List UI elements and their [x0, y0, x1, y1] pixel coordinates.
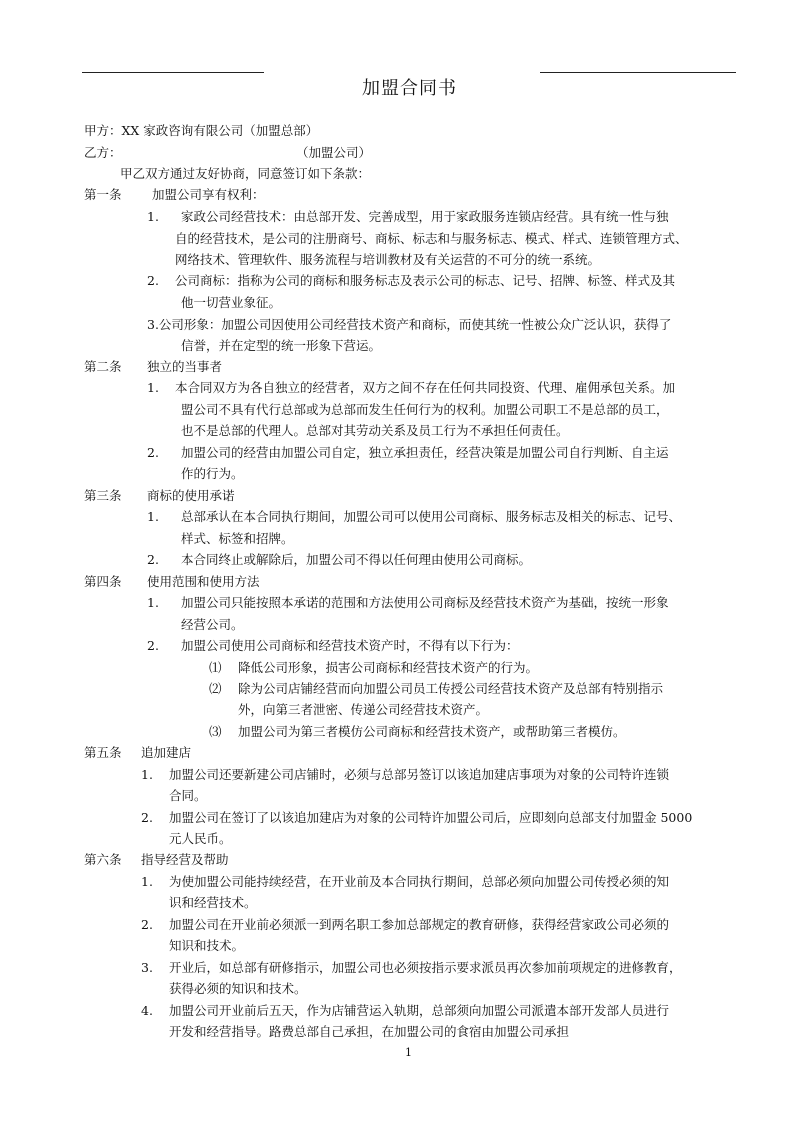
party-a: 甲方：XX 家政咨询有限公司（加盟总部）: [84, 123, 319, 138]
article-1-item-1-line: 自的经营技术，是公司的注册商号、商标、标志和与服务标志、模式、样式、连锁管理方式、: [175, 231, 688, 246]
article-6-item-4-line: 加盟公司开业前后五天，作为店铺营运入轨期，总部须向加盟公司派遣本部开发部人员进行: [169, 1003, 670, 1018]
article-3-item-2-line: 本合同终止或解除后，加盟公司不得以任何理由使用公司商标。: [181, 552, 532, 567]
header-rule-right: [540, 72, 736, 73]
article-4-sub-2-line: 外，向第三者泄密、传递公司经营技术资产。: [238, 702, 489, 717]
page-number: 1: [405, 1046, 412, 1059]
article-3-item-2-number: 2.: [147, 552, 159, 567]
article-6-item-3-line: 开业后，如总部有研修指示，加盟公司也必须按指示要求派员再次参加前项规定的进修教育，: [169, 960, 682, 975]
article-2-item-1-line: 也不是总部的代理人。总部对其劳动关系及员工行为不承担任何责任。: [181, 423, 569, 438]
header-rule-left: [82, 72, 264, 73]
article-3-item-1-line: 样式、标签和招牌。: [181, 531, 294, 546]
article-5-item-1-number: 1.: [141, 767, 153, 782]
article-6-heading: 指导经营及帮助: [141, 852, 229, 867]
article-6-item-2-line: 加盟公司在开业前必须派一到两名职工参加总部规定的教育研修，获得经营家政公司必须的: [169, 917, 670, 932]
article-2-heading: 独立的当事者: [147, 359, 223, 374]
article-4-item-2-line: 加盟公司使用公司商标和经营技术资产时，不得有以下行为：: [181, 638, 519, 653]
article-6-item-1-line: 识和经营技术。: [169, 895, 257, 910]
party-b-label: 乙方：: [84, 145, 122, 160]
article-2-item-2-line: 作的行为。: [181, 466, 244, 481]
article-2-item-1-line: 盟公司不具有代行总部或为总部而发生任何行为的权利。加盟公司职工不是总部的员工，: [181, 402, 669, 417]
article-1-item-3-line: 3.公司形象：加盟公司因使用公司经营技术资产和商标，而使其统一性被公众广泛认识，获得了: [147, 317, 672, 332]
article-1-heading: 加盟公司享有权利：: [152, 187, 265, 202]
intro-text: 甲乙双方通过友好协商，同意签订如下条款：: [120, 166, 371, 181]
article-5-heading: 追加建店: [141, 745, 192, 760]
article-1-item-2-line: 公司商标：指称为公司的商标和服务标志及表示公司的标志、记号、招牌、标签、样式及其: [175, 273, 676, 288]
article-2-item-2-number: 2.: [147, 445, 159, 460]
article-3-item-1-line: 总部承认在本合同执行期间，加盟公司可以使用公司商标、服务标志及相关的标志、记号、: [181, 509, 682, 524]
article-2-item-1-number: 1.: [147, 380, 159, 395]
article-4-item-1-line: 经营公司。: [181, 617, 244, 632]
article-4-number: 第四条: [84, 574, 122, 589]
article-1-number: 第一条: [84, 187, 122, 202]
article-1-item-1-line: 家政公司经营技术：由总部开发、完善成型，用于家政服务连锁店经营。具有统一性与独: [181, 209, 669, 224]
article-4-sub-2-number: ⑵: [209, 681, 222, 696]
article-2-item-2-line: 加盟公司的经营由加盟公司自定，独立承担责任，经营决策是加盟公司自行判断、自主运: [181, 445, 669, 460]
article-1-item-2-number: 2.: [147, 273, 159, 288]
article-6-item-1-line: 为使加盟公司能持续经营，在开业前及本合同执行期间，总部必须向加盟公司传授必须的知: [169, 874, 670, 889]
article-5-number: 第五条: [84, 745, 122, 760]
article-5-item-1-line: 合同。: [169, 788, 207, 803]
article-6-item-3-line: 获得必须的知识和技术。: [169, 981, 307, 996]
article-4-sub-1-number: ⑴: [209, 660, 222, 675]
article-5-item-2-line: 加盟公司在签订了以该追加建店为对象的公司特许加盟公司后，应即刻向总部支付加盟金 5000: [169, 810, 693, 825]
article-4-item-1-line: 加盟公司只能按照本承诺的范围和方法使用公司商标及经营技术资产为基础，按统一形象: [181, 595, 669, 610]
article-3-heading: 商标的使用承诺: [147, 488, 235, 503]
article-5-item-2-line: 元人民币。: [169, 831, 232, 846]
article-1-item-1-number: 1.: [147, 209, 159, 224]
article-1-item-1-line: 网络技术、管理软件、服务流程与培训教材及有关运营的不可分的统一系统。: [175, 252, 601, 267]
article-1-item-2-line: 他一切营业象征。: [181, 295, 282, 310]
article-4-item-2-number: 2.: [147, 638, 159, 653]
article-6-item-2-line: 知识和技术。: [169, 938, 245, 953]
document-title: 加盟合同书: [362, 78, 457, 99]
article-5-item-2-number: 2.: [141, 810, 153, 825]
article-2-number: 第二条: [84, 359, 122, 374]
article-1-item-3-line: 信誉，并在定型的统一形象下营运。: [181, 338, 382, 353]
article-4-sub-1-line: 降低公司形象，损害公司商标和经营技术资产的行为。: [238, 660, 539, 675]
article-6-item-4-line: 开发和经营指导。路费总部自己承担，在加盟公司的食宿由加盟公司承担: [169, 1024, 570, 1039]
article-6-item-2-number: 2.: [141, 917, 153, 932]
article-6-item-1-number: 1.: [141, 874, 153, 889]
article-3-number: 第三条: [84, 488, 122, 503]
article-4-sub-3-line: 加盟公司为第三者模仿公司商标和经营技术资产，或帮助第三者模仿。: [238, 724, 626, 739]
article-3-item-1-number: 1.: [147, 509, 159, 524]
article-5-item-1-line: 加盟公司还要新建公司店铺时，必须与总部另签订以该追加建店事项为对象的公司特许连锁: [169, 767, 670, 782]
article-2-item-1-line: 本合同双方为各自独立的经营者，双方之间不存在任何共同投资、代理、雇佣承包关系。加: [175, 380, 676, 395]
article-4-heading: 使用范围和使用方法: [147, 574, 260, 589]
article-6-number: 第六条: [84, 852, 122, 867]
article-4-sub-2-line: 除为公司店铺经营而向加盟公司员工传授公司经营技术资产及总部有特别指示: [238, 681, 664, 696]
article-4-item-1-number: 1.: [147, 595, 159, 610]
party-b-role: （加盟公司）: [296, 145, 372, 160]
article-6-item-4-number: 4.: [141, 1003, 153, 1018]
article-6-item-3-number: 3.: [141, 960, 153, 975]
article-4-sub-3-number: ⑶: [209, 724, 222, 739]
